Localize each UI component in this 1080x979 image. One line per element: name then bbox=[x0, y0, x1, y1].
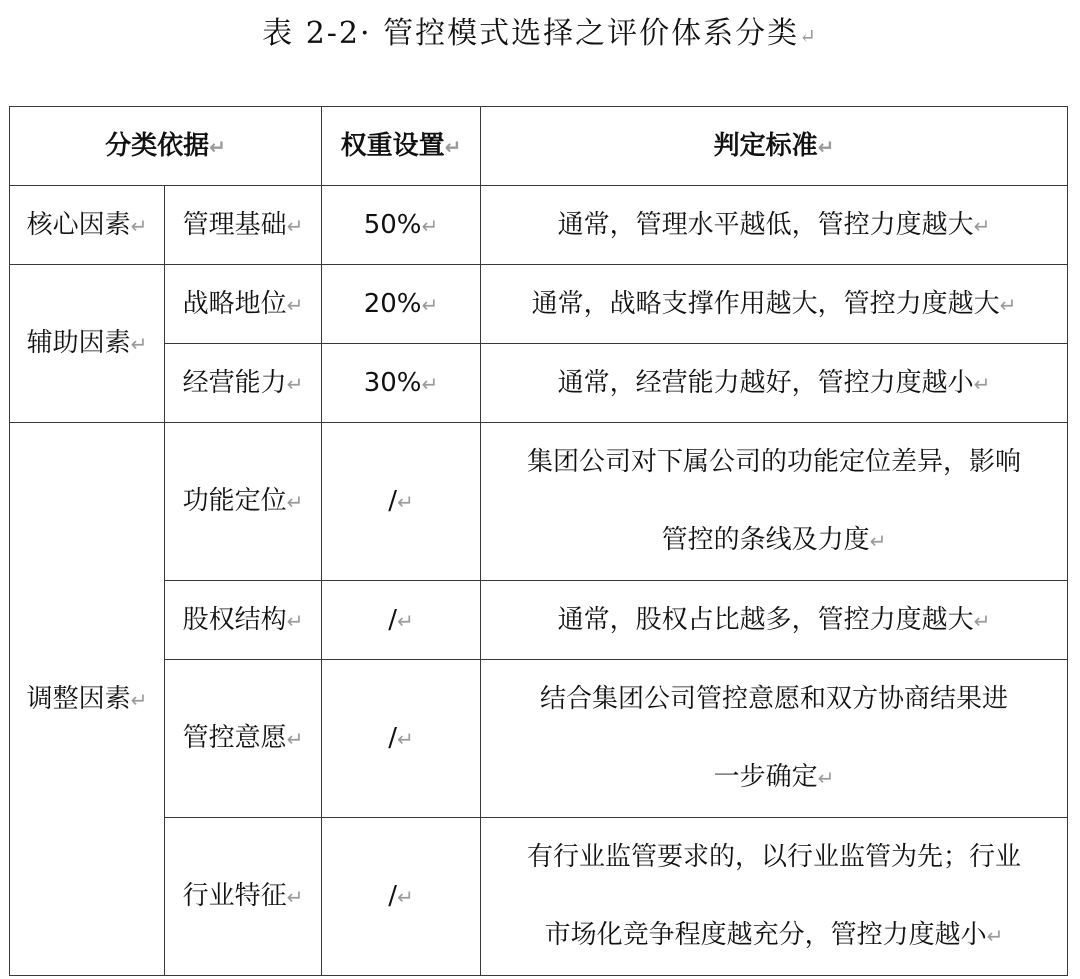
table-row bbox=[10, 265, 1068, 344]
caption-text: 表 2-2· 管控模式选择之评价体系分类 bbox=[262, 16, 800, 51]
paragraph-mark-icon: ↵ bbox=[286, 292, 304, 317]
weight-cell: 20%↵ bbox=[322, 265, 481, 344]
paragraph-mark-icon: ↵ bbox=[286, 885, 304, 909]
factor-cell: 股权结构↵ bbox=[165, 581, 322, 660]
factor-cell: 经营能力↵ bbox=[165, 344, 322, 423]
paragraph-mark-icon: ↵ bbox=[397, 885, 414, 909]
paragraph-mark-icon: ↵ bbox=[421, 371, 439, 396]
weight-cell: /↵ bbox=[322, 818, 481, 976]
paragraph-mark-icon: ↵ bbox=[397, 490, 414, 514]
factor-cell: 行业特征↵ bbox=[165, 818, 322, 976]
paragraph-mark-icon: ↵ bbox=[817, 766, 835, 790]
paragraph-mark-icon: ↵ bbox=[130, 687, 148, 712]
table-row bbox=[10, 423, 1068, 581]
paragraph-mark-icon: ↵ bbox=[397, 608, 414, 633]
weight-cell: /↵ bbox=[322, 660, 481, 818]
category-cell: 核心因素↵ bbox=[10, 186, 165, 265]
weight-cell: 30%↵ bbox=[322, 344, 481, 423]
paragraph-mark-icon: ↵ bbox=[421, 292, 439, 317]
paragraph-mark-icon: ↵ bbox=[286, 213, 304, 238]
paragraph-mark-icon: ↵ bbox=[130, 213, 148, 238]
paragraph-mark-icon: ↵ bbox=[286, 490, 304, 514]
factor-cell: 管控意愿↵ bbox=[165, 660, 322, 818]
weight-cell: /↵ bbox=[322, 423, 481, 581]
paragraph-mark-icon: ↵ bbox=[286, 608, 304, 633]
table-row bbox=[10, 660, 1068, 818]
paragraph-mark-icon: ↵ bbox=[286, 371, 304, 396]
table-row bbox=[10, 186, 1068, 265]
category-cell: 调整因素↵ bbox=[10, 423, 165, 976]
criteria-line: 集团公司对下属公司的功能定位差异，影响 bbox=[526, 447, 1021, 477]
factor-cell: 管理基础↵ bbox=[165, 186, 322, 265]
weight-cell: /↵ bbox=[322, 581, 481, 660]
paragraph-mark-icon: ↵ bbox=[817, 134, 835, 159]
paragraph-mark-icon: ↵ bbox=[421, 213, 439, 238]
header-basis: 分类依据↵ bbox=[10, 107, 322, 186]
criteria-cell: 通常，管理水平越低，管控力度越大↵ bbox=[481, 186, 1068, 265]
criteria-line: 一步确定↵ bbox=[713, 762, 835, 792]
criteria-line: 有行业监管要求的，以行业监管为先；行业 bbox=[526, 842, 1021, 872]
table-row bbox=[10, 818, 1068, 976]
paragraph-mark-icon: ↵ bbox=[397, 727, 414, 751]
criteria-cell: 通常，战略支撑作用越大，管控力度越大↵ bbox=[481, 265, 1068, 344]
paragraph-mark-icon: ↵ bbox=[973, 371, 991, 396]
paragraph-mark-icon: ↵ bbox=[973, 608, 991, 633]
criteria-line: 结合集团公司管控意愿和双方协商结果进 bbox=[539, 684, 1008, 714]
paragraph-mark-icon: ↵ bbox=[209, 134, 226, 159]
evaluation-table bbox=[9, 106, 1068, 976]
paragraph-mark-icon: ↵ bbox=[869, 529, 887, 553]
paragraph-mark-icon: ↵ bbox=[799, 24, 818, 48]
paragraph-mark-icon: ↵ bbox=[973, 213, 991, 238]
paragraph-mark-icon: ↵ bbox=[130, 332, 148, 356]
paragraph-mark-icon: ↵ bbox=[444, 134, 462, 159]
criteria-cell bbox=[481, 660, 1068, 818]
category-cell: 辅助因素↵ bbox=[10, 265, 165, 423]
header-criteria: 判定标准↵ bbox=[481, 107, 1068, 186]
table-row bbox=[10, 344, 1068, 423]
table-caption bbox=[0, 10, 1080, 60]
header-weight: 权重设置↵ bbox=[322, 107, 481, 186]
factor-cell: 功能定位↵ bbox=[165, 423, 322, 581]
weight-cell: 50%↵ bbox=[322, 186, 481, 265]
paragraph-mark-icon: ↵ bbox=[999, 292, 1017, 317]
factor-cell: 战略地位↵ bbox=[165, 265, 322, 344]
paragraph-mark-icon: ↵ bbox=[286, 727, 304, 751]
header-row bbox=[10, 107, 1068, 186]
table-row bbox=[10, 581, 1068, 660]
criteria-cell bbox=[481, 423, 1068, 581]
paragraph-mark-icon: ↵ bbox=[986, 924, 1004, 948]
criteria-line: 管控的条线及力度↵ bbox=[661, 525, 887, 555]
criteria-cell bbox=[481, 818, 1068, 976]
criteria-line: 市场化竞争程度越充分，管控力度越小↵ bbox=[544, 920, 1004, 950]
criteria-cell: 通常，经营能力越好，管控力度越小↵ bbox=[481, 344, 1068, 423]
criteria-cell: 通常，股权占比越多，管控力度越大↵ bbox=[481, 581, 1068, 660]
